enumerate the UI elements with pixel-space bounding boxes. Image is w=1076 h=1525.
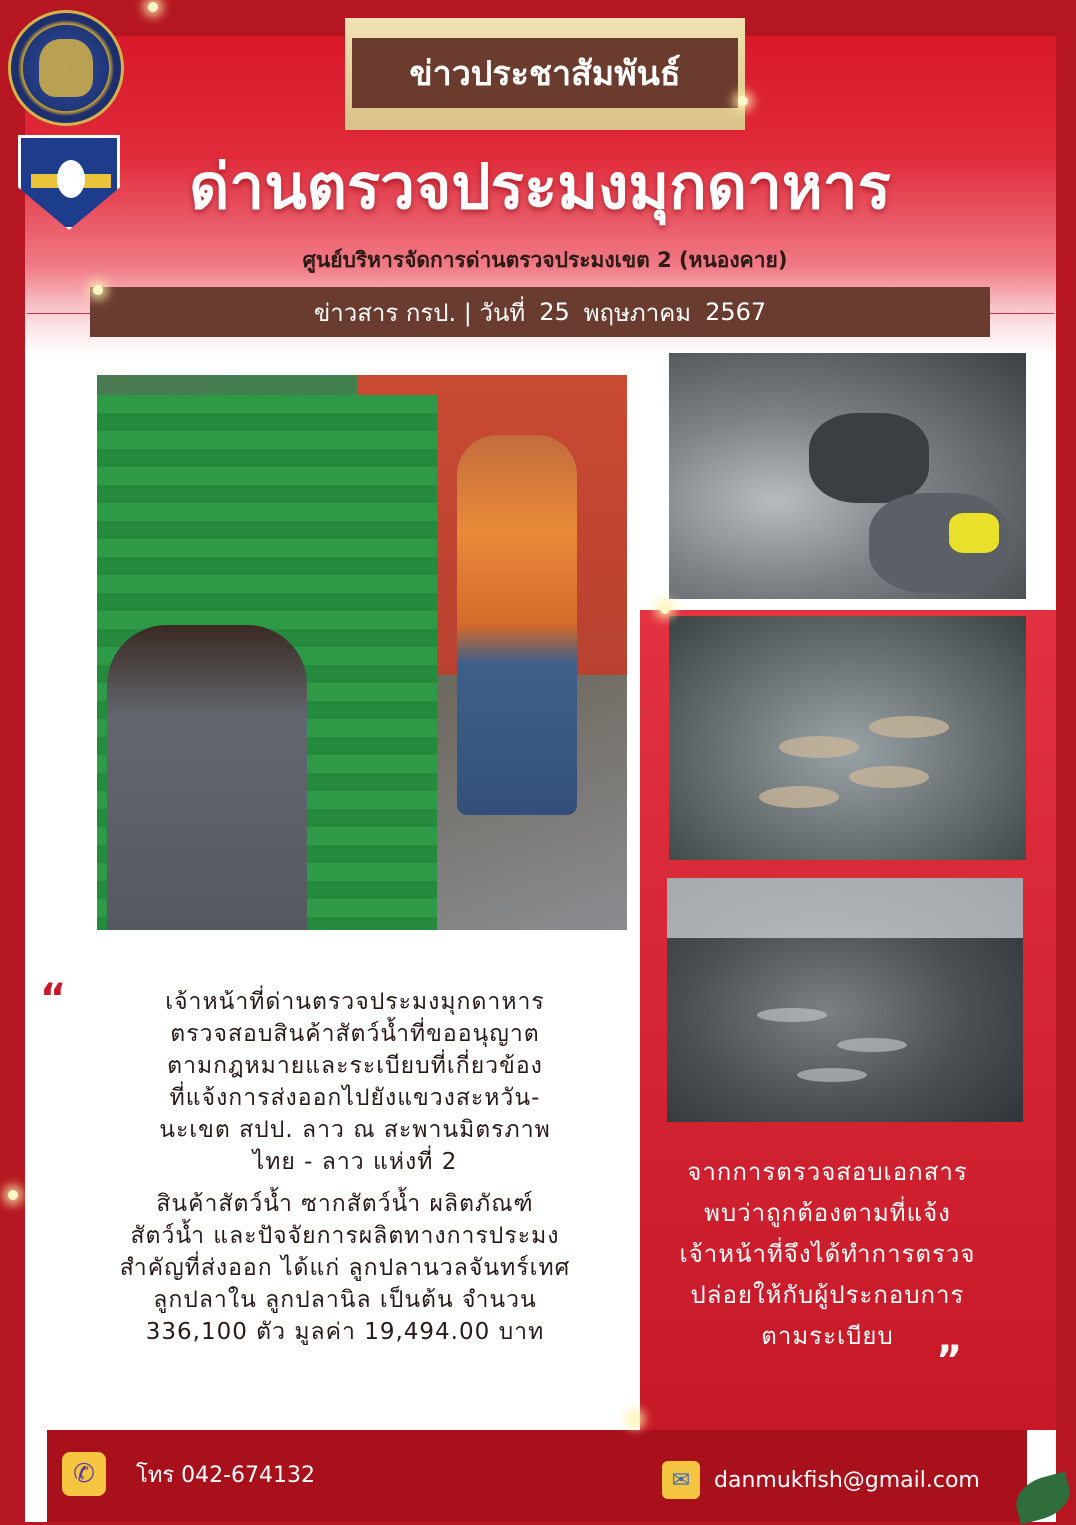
body-paragraph-1 — [95, 986, 615, 1178]
phone-icon: ✆ — [62, 1452, 106, 1496]
paragraph-line: ไทย - ลาว แห่งที่ 2 — [252, 1149, 458, 1175]
dateline-bar — [90, 287, 990, 337]
paragraph-line: สำคัญที่ส่งออก ได้แก่ ลูกปลานวลจันทร์เทศ — [119, 1255, 571, 1281]
sparkle-decoration — [738, 96, 748, 106]
paragraph-line: ตรวจสอบสินค้าสัตว์น้ำที่ขออนุญาต — [170, 1021, 540, 1047]
paragraph-line: 336,100 ตัว มูลค่า 19,494.00 บาท — [145, 1319, 545, 1345]
dateline-day: 25 — [539, 298, 570, 326]
paragraph-line: จากการตรวจสอบเอกสาร — [687, 1158, 968, 1186]
sparkle-decoration — [93, 285, 103, 295]
paragraph-line: พบว่าถูกต้องตามที่แจ้ง — [704, 1199, 951, 1227]
paragraph-line: ปล่อยให้กับผู้ประกอบการ — [690, 1281, 965, 1309]
fish-bags-photo — [669, 353, 1026, 599]
dateline-source: ข่าวสาร กรป. | วันที่ — [313, 298, 526, 327]
paragraph-line: เจ้าหน้าที่ด่านตรวจประมงมุกดาหาร — [165, 989, 545, 1015]
divider-right — [990, 313, 1054, 314]
paragraph-line: นะเขต สปป. ลาว ณ สะพานมิตรภาพ — [159, 1117, 551, 1143]
sparkle-decoration — [630, 1414, 640, 1424]
paragraph-line: สัตว์น้ำ และปัจจัยการผลิตทางการประมง — [130, 1223, 560, 1249]
quote-close-mark: ” — [936, 1338, 963, 1384]
body-paragraph-3 — [655, 1152, 1000, 1357]
tilapia-bag-photo — [669, 616, 1026, 860]
sparkle-decoration — [660, 604, 670, 614]
page-title: ด่านตรวจประมงมุกดาหาร — [189, 150, 891, 223]
paragraph-line: ตามกฎหมายและระเบียบที่เกี่ยวข้อง — [167, 1053, 543, 1079]
divider-left — [27, 313, 91, 314]
quote-open-mark: “ — [40, 976, 67, 1022]
dateline-month: พฤษภาคม — [583, 298, 692, 327]
paragraph-line: สินค้าสัตว์น้ำ ซากสัตว์น้ำ ผลิตภัณฑ์ — [156, 1191, 534, 1217]
banner-label: ข่าวประชาสัมพันธ์ — [352, 38, 738, 108]
email-text: danmukfish@gmail.com — [714, 1467, 980, 1493]
body-paragraph-2 — [70, 1188, 620, 1348]
mail-icon: ✉ — [662, 1461, 700, 1499]
paragraph-line: ตามระเบียบ — [761, 1322, 894, 1350]
fingerlings-bag-photo — [667, 878, 1023, 1122]
paragraph-line: เจ้าหน้าที่จึงได้ทำการตรวจ — [679, 1240, 976, 1268]
page-subtitle: ศูนย์บริหารจัดการด่านตรวจประมงเขต 2 (หนองคาย) — [302, 248, 788, 272]
footer-email[interactable] — [662, 1461, 980, 1499]
paragraph-line: ลูกปลาใน ลูกปลานิล เป็นต้น จำนวน — [153, 1287, 537, 1313]
phone-text: โทร 042-674132 — [136, 1462, 316, 1488]
paragraph-line: ที่แจ้งการส่งออกไปยังแขวงสะหวัน- — [169, 1085, 541, 1111]
main-inspection-photo — [97, 375, 627, 930]
dateline-year: 2567 — [705, 298, 767, 326]
sparkle-decoration — [148, 2, 158, 12]
sparkle-decoration — [8, 1190, 18, 1200]
footer-phone[interactable] — [62, 1452, 315, 1496]
department-seal-logo — [8, 10, 124, 126]
